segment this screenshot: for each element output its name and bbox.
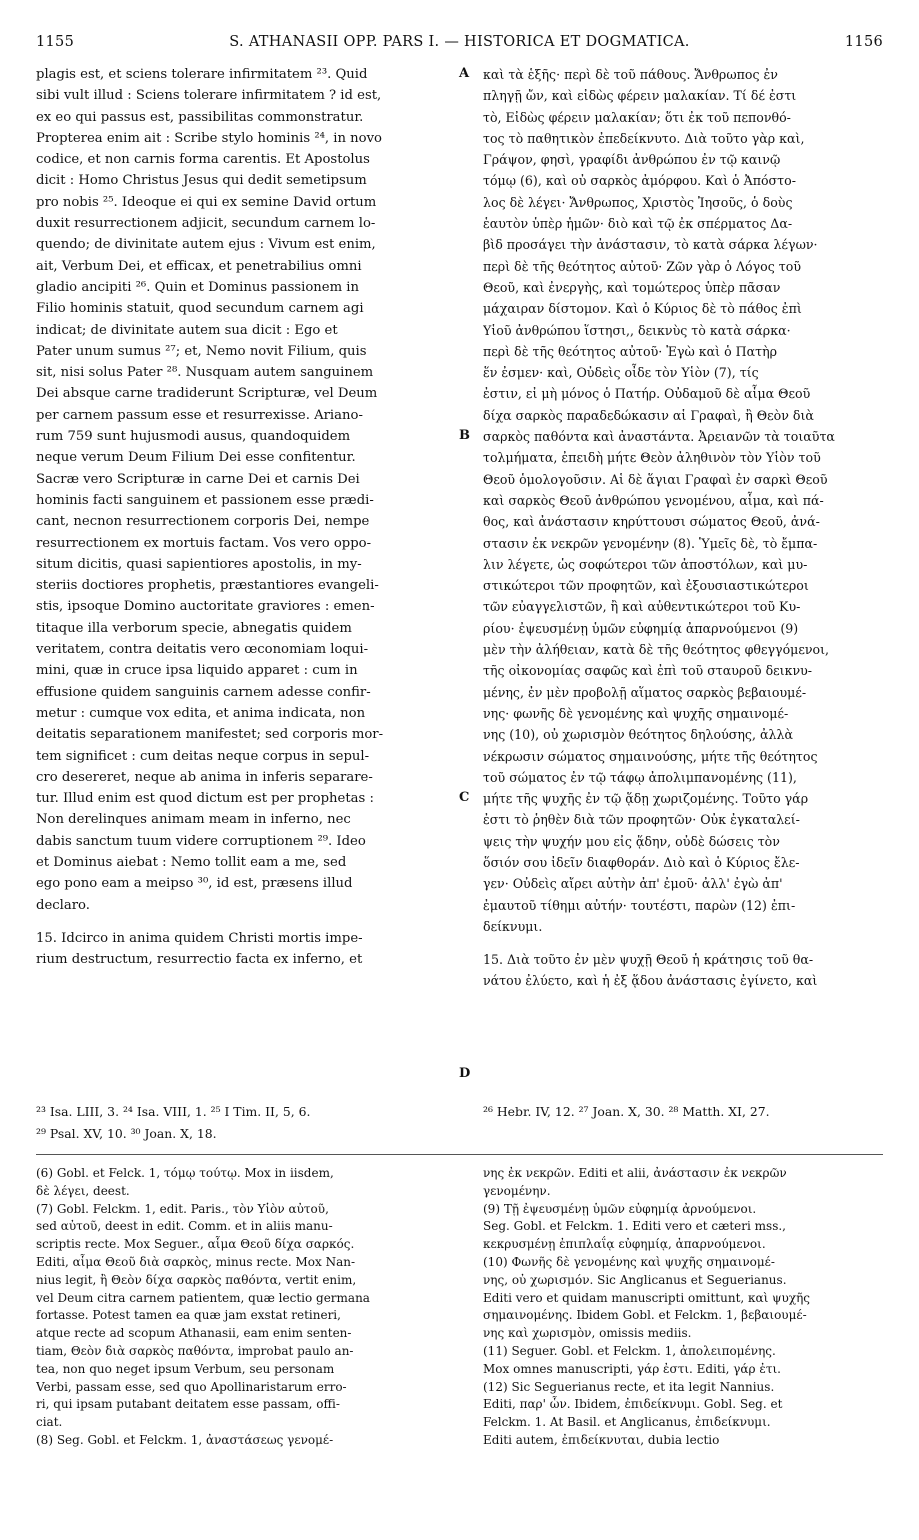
note-line: Seg. Gobl. et Felckm. 1. Editi vero et cæteri mss., bbox=[483, 1219, 786, 1234]
text-line: mini, quæ in cruce ipsa liquido apparet : cum in bbox=[36, 663, 358, 679]
text-line: rium destructum, resurrectio facta ex inferno, et bbox=[36, 952, 363, 968]
text-line: indicat; de divinitate autem sua dicit : Ego et bbox=[36, 322, 338, 338]
text-line: steriis doctiores prophetis, præstantiores evangeli- bbox=[36, 578, 379, 594]
text-line: dabis sanctum tuum videre corruptionem ²⁹. Ideo bbox=[36, 833, 366, 849]
text-line: καὶ σαρκὸς Θεοῦ ἀνθρώπου γενομένου, αἷμα, καὶ πά- bbox=[483, 492, 824, 508]
text-line: veritatem, contra deitatis vero œconomiam loqui- bbox=[36, 642, 369, 658]
text-line: pro nobis ²⁵. Ideoque ei qui ex semine David ortum bbox=[36, 194, 377, 210]
text-line: τοῦ σώματος ἐν τῷ τάφῳ ἀπολιμπανομένης (11), bbox=[483, 769, 797, 785]
text-line: hominis facti sanguinem et passionem esse prædi- bbox=[36, 492, 374, 508]
text-line: ex eo qui passus est, passibilitas commonstratur. bbox=[36, 109, 364, 125]
text-line: codice, et non carnis forma carentis. Et Apostolus bbox=[36, 152, 370, 168]
margin-marker: C bbox=[459, 790, 470, 805]
note-line: vel Deum citra carnem patientem, quæ lectio germana bbox=[36, 1290, 370, 1305]
text-line: μήτε τῆς ψυχῆς ἐν τῷ ᾅδῃ χωριζομένης. Τοῦτο γάρ bbox=[483, 791, 809, 807]
text-line: θος, καὶ ἀνάστασιν κηρύττουσι σώματος Θεοῦ, ἀνά- bbox=[483, 514, 820, 530]
text-line: ψεις τὴν ψυχήν μου εἰς ᾅδην, οὐδὲ δώσεις τὸν bbox=[483, 833, 780, 849]
text-line: Θεοῦ ὁμολογοῦσιν. Αἱ δὲ ἅγιαι Γραφαὶ ἐν σαρκὶ Θεοῦ bbox=[483, 471, 828, 487]
text-line: βὶδ προσάγει τὴν ἀνάστασιν, τὸ κατὰ σάρκα λέγων· bbox=[483, 237, 818, 253]
text-line: Dei absque carne tradiderunt Scripturæ, vel Deum bbox=[36, 386, 378, 402]
note-line: νης ἐκ νεκρῶν. Editi et alii, ἀνάστασιν ἐκ νεκρῶν bbox=[483, 1166, 787, 1180]
text-line: ἕν ἐσμεν· καὶ, Οὐδεὶς οἶδε τὸν Υἱὸν (7), τίς bbox=[483, 365, 759, 381]
text-line: situm dicitis, quasi sapientiores apostolis, in my- bbox=[36, 556, 362, 572]
note-line: atque recte ad scopum Athanasii, eam enim senten- bbox=[36, 1326, 352, 1341]
text-line: gladio ancipiti ²⁶. Quin et Dominus passionem in bbox=[36, 279, 359, 295]
text-line: titaque illa verborum specie, abnegatis quidem bbox=[36, 620, 352, 636]
note-line: scriptis recte. Mox Seguer., αἷμα Θεοῦ δίχα σαρκός. bbox=[36, 1237, 355, 1252]
note-line: (10) Φωνῆς δὲ γενομένης καὶ ψυχῆς σημαινομέ- bbox=[483, 1254, 775, 1269]
margin-marker: D bbox=[459, 1066, 471, 1081]
note-line: (6) Gobl. et Felck. 1, τόμῳ τούτῳ. Mox in iisdem, bbox=[36, 1166, 334, 1180]
text-line: Υἱοῦ ἀνθρώπου ἵστησι,, δεικνὺς τὸ κατὰ σάρκα· bbox=[483, 322, 791, 338]
text-line: ego pono eam a meipso ³⁰, id est, præsens illud bbox=[36, 876, 353, 892]
text-line: et Dominus aiebat : Nemo tollit eam a me, sed bbox=[36, 854, 347, 870]
text-line: λος δὲ λέγει· Ἄνθρωπος, Χριστὸς Ἰησοῦς, ὁ δοὺς bbox=[483, 194, 793, 210]
page-number-left: 1155 bbox=[36, 34, 75, 50]
text-line: τος τὸ παθητικὸν ἐπεδείκνυτο. Διὰ τοῦτο γὰρ καὶ, bbox=[483, 130, 805, 146]
note-line: (9) Τῇ ἐψευσμένῃ ὑμῶν εὐφημίᾳ ἀρνούμενοι. bbox=[483, 1201, 757, 1216]
footnote-divider bbox=[36, 1154, 883, 1155]
text-line: per carnem passum esse et resurrexisse. Ariano- bbox=[36, 407, 363, 423]
note-line: Editi vero et quidam manuscripti omittunt, καὶ ψυχῆς bbox=[483, 1290, 811, 1305]
greek-column bbox=[483, 64, 883, 992]
text-line: metur : cumque vox edita, et anima indicata, non bbox=[36, 705, 366, 721]
text-line: plagis est, et sciens tolerare infirmitatem ²³. Quid bbox=[36, 67, 368, 82]
text-line: rum 759 sunt hujusmodi ausus, quandoquidem bbox=[36, 429, 351, 445]
text-line: dicit : Homo Christus Jesus qui dedit semetipsum bbox=[36, 173, 367, 189]
text-line: ὅσιόν σου ἰδεῖν διαφθοράν. Διὸ καὶ ὁ Κύριος ἔλε- bbox=[483, 854, 800, 870]
text-line: μὲν τὴν ἀλήθειαν, κατὰ δὲ τῆς θεότητος φθεγγόμενοι, bbox=[483, 642, 830, 658]
critical-notes-right bbox=[483, 1165, 883, 1450]
text-line: sibi vult illud : Sciens tolerare infirmitatem ? id est, bbox=[36, 88, 382, 104]
note-line: δὲ λέγει, deest. bbox=[36, 1183, 130, 1198]
text-line: ἐμαυτοῦ τίθημι αὐτήν· τουτέστι, παρὼν (12) ἐπι- bbox=[483, 897, 796, 913]
text-line: στασιν ἐκ νεκρῶν γενομένην (8). Ὑμεῖς δὲ, τὸ ἔμπα- bbox=[483, 535, 818, 551]
note-line: (8) Seg. Gobl. et Felckm. 1, ἀναστάσεως γενομέ- bbox=[36, 1432, 334, 1447]
text-line: μάχαιραν δίστομον. Καὶ ὁ Κύριος δὲ τὸ πάθος ἐπὶ bbox=[483, 301, 802, 317]
text-line: πληγῇ ὤν, καὶ εἰδὼς φέρειν μαλακίαν. Τί δέ ἐστι bbox=[483, 88, 797, 104]
text-line: τῶν εὐαγγελιστῶν, ἢ καὶ αὐθεντικώτεροι τοῦ Κυ- bbox=[483, 599, 801, 615]
note-line: Verbi, passam esse, sed quo Apollinaristarum erro- bbox=[36, 1379, 347, 1394]
note-line: ciat. bbox=[36, 1415, 63, 1430]
text-line: τῆς οἰκονομίας σαφῶς καὶ ἐπὶ τοῦ σταυροῦ δεικνυ- bbox=[483, 663, 813, 679]
note-line: Felckm. 1. At Basil. et Anglicanus, ἐπιδείκνυμι. bbox=[483, 1415, 771, 1430]
text-line: περὶ δὲ τῆς θεότητος αὐτοῦ· Ζῶν γὰρ ὁ Λόγος τοῦ bbox=[483, 258, 801, 274]
text-line: deitatis separationem manifestet; sed corporis mor- bbox=[36, 727, 384, 743]
text-line: declaro. bbox=[36, 897, 90, 913]
latin-column bbox=[36, 64, 456, 970]
text-line: ἐστιν, εἰ μὴ μόνος ὁ Πατήρ. Οὐδαμοῦ δὲ αἷμα Θεοῦ bbox=[483, 386, 811, 402]
text-line: νάτου ἐλύετο, καὶ ἡ ἐξ ᾅδου ἀνάστασις ἐγίνετο, καὶ bbox=[483, 973, 818, 989]
text-line: 15. Idcirco in anima quidem Christi mortis impe- bbox=[36, 930, 363, 946]
text-line: στικώτεροι τῶν προφητῶν, καὶ ἐξουσιαστικώτεροι bbox=[483, 578, 809, 594]
text-line: ρίου· ἐψευσμένῃ ὑμῶν εὐφημίᾳ ἀπαρνούμενοι (9) bbox=[483, 620, 799, 636]
reference-line: ²⁶ Hebr. IV, 12. ²⁷ Joan. X, 30. ²⁸ Matth. XI, 27. bbox=[483, 1104, 770, 1119]
note-line: (11) Seguer. Gobl. et Felckm. 1, ἀπολειπομένης. bbox=[483, 1343, 776, 1358]
text-line: καὶ τὰ ἑξῆς· περὶ δὲ τοῦ πάθους. Ἄνθρωπος ἐν bbox=[483, 67, 778, 82]
note-line: γενομένην. bbox=[483, 1183, 551, 1198]
paragraph-gap bbox=[483, 937, 883, 949]
text-line: 15. Διὰ τοῦτο ἐν μὲν ψυχῇ Θεοῦ ἡ κράτησις τοῦ θα- bbox=[483, 952, 814, 968]
text-line: effusione quidem sanguinis carnem adesse confir- bbox=[36, 684, 371, 700]
reference-line: ²³ Isa. LIII, 3. ²⁴ Isa. VIII, 1. ²⁵ I Tim. II, 5, 6. bbox=[36, 1104, 311, 1119]
note-line: tea, non quo neget ipsum Verbum, seu personam bbox=[36, 1361, 335, 1376]
text-line: neque verum Deum Filium Dei esse confitentur. bbox=[36, 450, 356, 466]
margin-marker: B bbox=[459, 428, 470, 443]
text-line: sit, nisi solus Pater ²⁸. Nusquam autem sanguinem bbox=[36, 365, 374, 381]
text-line: τὸ, Εἰδὼς φέρειν μαλακίαν; ὅτι ἐκ τοῦ πεπονθό- bbox=[483, 109, 791, 125]
note-line: tiam, Θεὸν διὰ σαρκὸς παθόντα, improbat paulo an- bbox=[36, 1343, 354, 1358]
text-line: τόμῳ (6), καὶ οὐ σαρκὸς ἀμόρφου. Καὶ ὁ Ἀπόστο- bbox=[483, 173, 796, 189]
note-line: fortasse. Potest tamen ea quæ jam exstat retineri, bbox=[36, 1308, 341, 1323]
note-line: Editi, παρ' ὧν. Ibidem, ἐπιδείκνυμι. Gobl. Seg. et bbox=[483, 1397, 783, 1412]
note-line: νης, οὐ χωρισμόν. Sic Anglicanus et Seguerianus. bbox=[483, 1272, 787, 1287]
text-line: tem significet : cum deitas neque corpus in sepul- bbox=[36, 748, 370, 764]
text-line: Sacræ vero Scripturæ in carne Dei et carnis Dei bbox=[36, 471, 360, 487]
text-line: quendo; de divinitate autem ejus : Vivum est enim, bbox=[36, 237, 376, 253]
text-line: δίχα σαρκὸς παραδεδώκασιν αἱ Γραφαὶ, ἢ Θεὸν διὰ bbox=[483, 407, 814, 423]
text-line: cro desereret, neque ab anima in inferis separare- bbox=[36, 769, 373, 785]
text-line: Γράψον, φησὶ, γραφίδι ἀνθρώπου ἐν τῷ καινῷ bbox=[483, 152, 781, 168]
text-line: Filio hominis statuit, quod secundum carnem agi bbox=[36, 301, 364, 317]
text-line: Pater unum sumus ²⁷; et, Nemo novit Filium, quis bbox=[36, 343, 367, 359]
text-line: ἑαυτὸν ὑπὲρ ἡμῶν· διὸ καὶ τῷ ἐκ σπέρματος Δα- bbox=[483, 216, 793, 232]
running-title: S. ATHANASII OPP. PARS I. — HISTORICA ET DOGMATICA. bbox=[229, 34, 690, 50]
note-line: (12) Sic Seguerianus recte, et ita legit Nannius. bbox=[483, 1379, 775, 1394]
running-header bbox=[36, 34, 883, 56]
text-line: λιν λέγετε, ὡς σοφώτεροι τῶν ἀποστόλων, καὶ μυ- bbox=[483, 556, 808, 572]
text-line: ait, Verbum Dei, et efficax, et penetrabilius omni bbox=[36, 258, 362, 274]
text-line: Non derelinques animam meam in inferno, nec bbox=[36, 812, 351, 828]
text-line: νης· φωνῆς δὲ γενομένης καὶ ψυχῆς σημαινομέ- bbox=[483, 705, 789, 721]
text-line: stis, ipsoque Domino auctoritate graviores : emen- bbox=[36, 599, 375, 615]
reference-line: ²⁹ Psal. XV, 10. ³⁰ Joan. X, 18. bbox=[36, 1126, 217, 1141]
note-line: Editi autem, ἐπιδείκνυται, dubia lectio bbox=[483, 1432, 720, 1447]
text-line: duxit resurrectionem adjicit, secundum carnem lo- bbox=[36, 216, 376, 232]
text-line: νέκρωσιν σώματος σημαινούσης, μήτε τῆς θεότητος bbox=[483, 748, 818, 764]
text-line: ἐστι τὸ ῥηθὲν διὰ τῶν προφητῶν· Οὐκ ἐγκαταλεί- bbox=[483, 812, 800, 828]
text-line: δείκνυμι. bbox=[483, 918, 543, 934]
note-line: Mox omnes manuscripti, γάρ ἐστι. Editi, γάρ ἐτι. bbox=[483, 1361, 781, 1376]
scripture-references bbox=[36, 1104, 883, 1148]
margin-marker: A bbox=[459, 66, 470, 81]
note-line: Editi, αἷμα Θεοῦ διὰ σαρκὸς, minus recte. Mox Nan- bbox=[36, 1254, 356, 1269]
note-line: νης καὶ χωρισμὸν, omissis mediis. bbox=[483, 1326, 692, 1341]
note-line: ri, qui ipsam putabant deitatem esse passam, offi- bbox=[36, 1397, 340, 1412]
note-line: σημαινομένης. Ibidem Gobl. et Felckm. 1, βεβαιουμέ- bbox=[483, 1308, 807, 1323]
text-line: resurrectionem ex mortuis factam. Vos vero oppo- bbox=[36, 535, 372, 551]
note-line: κεκρυσμένῃ ἐπιπλαΐᾳ εὐφημίᾳ, ἀπαρνούμενοι. bbox=[483, 1237, 766, 1252]
text-line: νης (10), οὐ χωρισμὸν θεότητος δηλούσης, ἀλλὰ bbox=[483, 727, 793, 743]
note-line: nius legit, ἢ Θεὸν δίχα σαρκὸς παθόντα, vertit enim, bbox=[36, 1272, 357, 1287]
paragraph-gap bbox=[36, 916, 456, 928]
text-line: Θεοῦ, καὶ ἐνεργὴς, καὶ τομώτερος ὑπὲρ πᾶσαν bbox=[483, 279, 781, 295]
note-line: (7) Gobl. Felckm. 1, edit. Paris., τὸν Υἱὸν αὐτοῦ, bbox=[36, 1201, 329, 1216]
text-line: περὶ δὲ τῆς θεότητος αὐτοῦ· Ἐγὼ καὶ ὁ Πατὴρ bbox=[483, 343, 778, 359]
text-line: τολμήματα, ἐπειδὴ μήτε Θεὸν ἀληθινὸν τὸν Υἱὸν τοῦ bbox=[483, 450, 821, 466]
text-line: σαρκὸς παθόντα καὶ ἀναστάντα. Ἀρειανῶν τὰ τοιαῦτα bbox=[483, 429, 835, 445]
critical-notes-left bbox=[36, 1165, 446, 1450]
text-line: Propterea enim ait : Scribe stylo hominis ²⁴, in novo bbox=[36, 130, 382, 146]
page-number-right: 1156 bbox=[844, 34, 883, 50]
text-line: γεν· Οὐδεὶς αἴρει αὐτὴν ἀπ' ἐμοῦ· ἀλλ' ἐγὼ ἀπ' bbox=[483, 876, 783, 892]
text-line: μένης, ἐν μὲν προβολῇ αἵματος σαρκὸς βεβαιουμέ- bbox=[483, 684, 807, 700]
text-line: cant, necnon resurrectionem corporis Dei, nempe bbox=[36, 514, 370, 530]
text-line: tur. Illud enim est quod dictum est per prophetas : bbox=[36, 791, 374, 807]
note-line: sed αὐτοῦ, deest in edit. Comm. et in aliis manu- bbox=[36, 1219, 333, 1234]
